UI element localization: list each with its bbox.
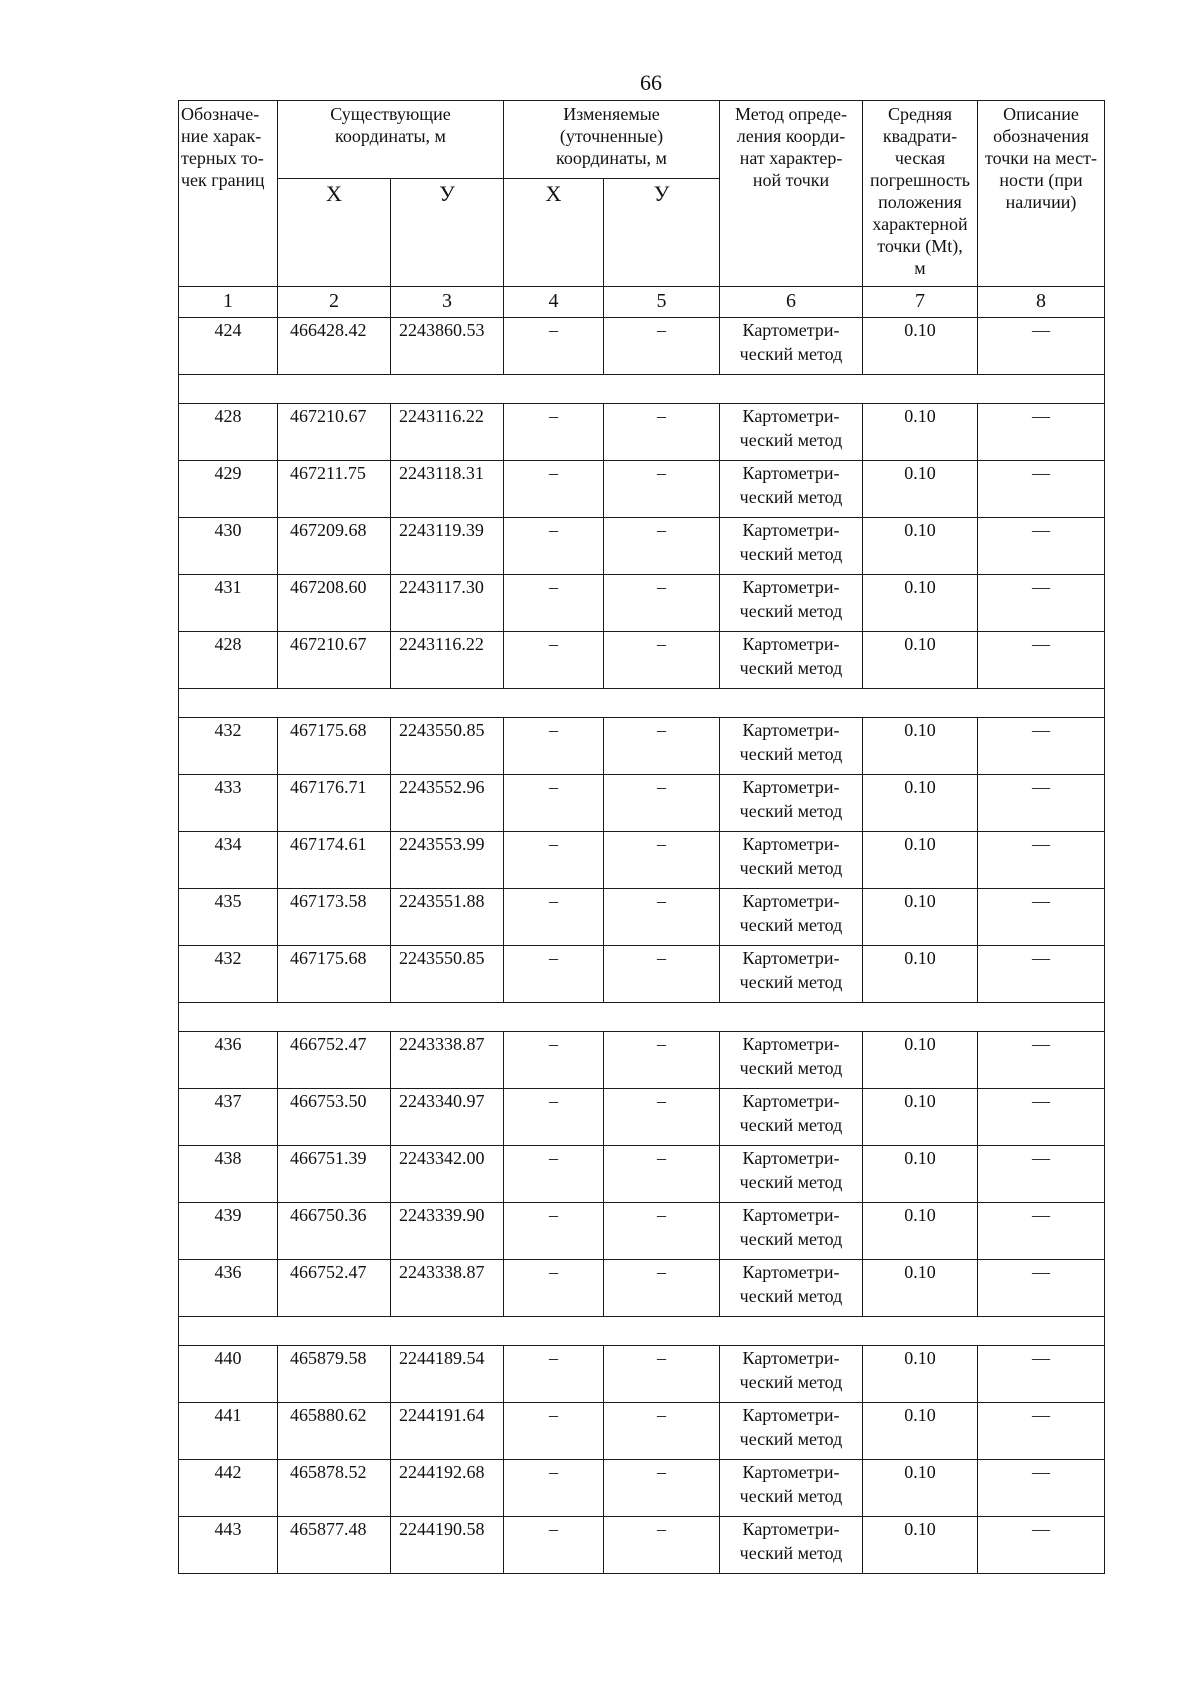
method-line: Картометри- — [742, 891, 840, 911]
header-line: ной точки — [752, 170, 830, 190]
table-row — [179, 1089, 1105, 1146]
page-number: 66 — [640, 70, 662, 95]
changed-y-cell: – — [604, 718, 720, 775]
point-number-cell: 438 — [179, 1146, 278, 1203]
method-line: Картометри- — [742, 948, 840, 968]
mean-square-error-cell: 0.10 — [863, 1403, 978, 1460]
header-line: м — [914, 258, 926, 278]
existing-y-cell: 2244192.68 — [391, 1460, 504, 1517]
changed-y-cell: – — [604, 1089, 720, 1146]
table-row — [179, 404, 1105, 461]
existing-y-cell: 2243552.96 — [391, 775, 504, 832]
existing-x-cell: 467210.67 — [278, 632, 391, 689]
point-number-cell: 441 — [179, 1403, 278, 1460]
changed-x-cell: – — [504, 1146, 604, 1203]
existing-y-cell: 2243339.90 — [391, 1203, 504, 1260]
changed-x-cell: – — [504, 1089, 604, 1146]
method-line: ческий метод — [739, 1429, 843, 1449]
point-number-cell: 440 — [179, 1346, 278, 1403]
header-mean-square-error — [863, 101, 978, 287]
changed-y-cell: – — [604, 518, 720, 575]
method-cell — [720, 575, 863, 632]
description-cell: — — [978, 404, 1105, 461]
point-number-cell: 436 — [179, 1032, 278, 1089]
existing-x-cell: 465878.52 — [278, 1460, 391, 1517]
method-line: Картометри- — [742, 577, 840, 597]
method-line: ческий метод — [739, 1115, 843, 1135]
point-number-cell: 437 — [179, 1089, 278, 1146]
mean-square-error-cell: 0.10 — [863, 632, 978, 689]
table-row — [179, 1403, 1105, 1460]
method-cell — [720, 1517, 863, 1574]
existing-x-cell: 465877.48 — [278, 1517, 391, 1574]
table-row — [179, 718, 1105, 775]
method-line: Картометри- — [742, 834, 840, 854]
changed-x-cell: – — [504, 1403, 604, 1460]
method-line: Картометри- — [742, 1148, 840, 1168]
header-line: ние харак- — [181, 126, 262, 146]
changed-y-cell: – — [604, 318, 720, 375]
table-row — [179, 1460, 1105, 1517]
point-number-cell: 434 — [179, 832, 278, 889]
header-line: погрешность — [869, 170, 970, 190]
point-number-cell: 443 — [179, 1517, 278, 1574]
table-row — [179, 518, 1105, 575]
method-cell — [720, 946, 863, 1003]
changed-x-cell: – — [504, 889, 604, 946]
existing-x-cell: 467208.60 — [278, 575, 391, 632]
changed-x-cell: – — [504, 775, 604, 832]
changed-x-cell: – — [504, 946, 604, 1003]
table-row — [179, 1517, 1105, 1574]
method-line: Картометри- — [742, 1262, 840, 1282]
method-cell — [720, 404, 863, 461]
changed-x-cell: – — [504, 518, 604, 575]
method-line: ческий метод — [739, 601, 843, 621]
table-row — [179, 946, 1105, 1003]
mean-square-error-cell: 0.10 — [863, 575, 978, 632]
mean-square-error-cell: 0.10 — [863, 404, 978, 461]
description-cell: — — [978, 889, 1105, 946]
method-cell — [720, 832, 863, 889]
header-line: координаты, м — [556, 148, 667, 168]
method-line: ческий метод — [739, 1486, 843, 1506]
changed-x-cell: – — [504, 318, 604, 375]
description-cell: — — [978, 1346, 1105, 1403]
method-line: ческий метод — [739, 1229, 843, 1249]
separator-cell — [179, 689, 1105, 718]
method-line: ческий метод — [739, 744, 843, 764]
description-cell: — — [978, 575, 1105, 632]
description-cell: — — [978, 318, 1105, 375]
existing-y-cell: 2243860.53 — [391, 318, 504, 375]
changed-x-cell: – — [504, 461, 604, 518]
existing-y-cell: 2243550.85 — [391, 946, 504, 1003]
method-line: ческий метод — [739, 1372, 843, 1392]
header-line: точки (Mt), — [877, 236, 963, 256]
table-row — [179, 832, 1105, 889]
table-row — [179, 1032, 1105, 1089]
method-cell — [720, 461, 863, 518]
mean-square-error-cell: 0.10 — [863, 1260, 978, 1317]
method-cell — [720, 518, 863, 575]
point-number-cell: 429 — [179, 461, 278, 518]
method-line: ческий метод — [739, 1058, 843, 1078]
description-cell: — — [978, 1260, 1105, 1317]
description-cell: — — [978, 1460, 1105, 1517]
mean-square-error-cell: 0.10 — [863, 1089, 978, 1146]
boundary-points-table — [178, 100, 1105, 1574]
changed-x-cell: – — [504, 632, 604, 689]
header-existing-coordinates — [278, 101, 504, 179]
changed-x-cell: – — [504, 1346, 604, 1403]
method-cell — [720, 632, 863, 689]
method-line: ческий метод — [739, 1172, 843, 1192]
column-number: 7 — [863, 287, 978, 318]
changed-y-cell: – — [604, 1346, 720, 1403]
changed-y-cell: – — [604, 632, 720, 689]
point-number-cell: 435 — [179, 889, 278, 946]
existing-y-cell: 2243551.88 — [391, 889, 504, 946]
method-line: ческий метод — [739, 801, 843, 821]
existing-x-cell: 465880.62 — [278, 1403, 391, 1460]
method-line: Картометри- — [742, 406, 840, 426]
changed-y-cell: – — [604, 1203, 720, 1260]
method-line: ческий метод — [739, 544, 843, 564]
point-number-cell: 433 — [179, 775, 278, 832]
method-cell — [720, 1260, 863, 1317]
changed-y-cell: – — [604, 946, 720, 1003]
method-line: ческий метод — [739, 858, 843, 878]
description-cell: — — [978, 832, 1105, 889]
table-row — [179, 461, 1105, 518]
header-line: Изменяемые — [563, 104, 660, 124]
description-cell: — — [978, 1089, 1105, 1146]
method-cell — [720, 318, 863, 375]
changed-y-cell: – — [604, 461, 720, 518]
changed-x-cell: – — [504, 1032, 604, 1089]
existing-y-cell: 2243553.99 — [391, 832, 504, 889]
header-changed-x: X — [504, 179, 604, 287]
existing-x-cell: 467173.58 — [278, 889, 391, 946]
existing-x-cell: 467175.68 — [278, 946, 391, 1003]
header-line: Описание — [1003, 104, 1079, 124]
changed-y-cell: – — [604, 889, 720, 946]
header-existing-x: X — [278, 179, 391, 287]
existing-y-cell: 2243118.31 — [391, 461, 504, 518]
point-number-cell: 442 — [179, 1460, 278, 1517]
table-row — [179, 1146, 1105, 1203]
changed-x-cell: – — [504, 1203, 604, 1260]
header-line: характерной — [872, 214, 968, 234]
changed-y-cell: – — [604, 1032, 720, 1089]
existing-y-cell: 2243119.39 — [391, 518, 504, 575]
header-line: Существующие — [330, 104, 451, 124]
table-row — [179, 575, 1105, 632]
method-line: Картометри- — [742, 1034, 840, 1054]
existing-y-cell: 2244191.64 — [391, 1403, 504, 1460]
method-line: Картометри- — [742, 1348, 840, 1368]
table-row — [179, 318, 1105, 375]
description-cell: — — [978, 718, 1105, 775]
method-cell — [720, 718, 863, 775]
mean-square-error-cell: 0.10 — [863, 946, 978, 1003]
point-number-cell: 424 — [179, 318, 278, 375]
existing-y-cell: 2243342.00 — [391, 1146, 504, 1203]
point-number-cell: 436 — [179, 1260, 278, 1317]
mean-square-error-cell: 0.10 — [863, 775, 978, 832]
existing-y-cell: 2243338.87 — [391, 1032, 504, 1089]
changed-y-cell: – — [604, 404, 720, 461]
method-line: ческий метод — [739, 344, 843, 364]
point-number-cell: 428 — [179, 632, 278, 689]
contour-separator-row — [179, 375, 1105, 404]
changed-x-cell: – — [504, 404, 604, 461]
table-row — [179, 775, 1105, 832]
existing-x-cell: 467210.67 — [278, 404, 391, 461]
column-number: 5 — [604, 287, 720, 318]
header-description — [978, 101, 1105, 287]
method-cell — [720, 1403, 863, 1460]
changed-x-cell: – — [504, 1460, 604, 1517]
existing-y-cell: 2243550.85 — [391, 718, 504, 775]
changed-y-cell: – — [604, 775, 720, 832]
header-line: положения — [878, 192, 962, 212]
method-cell — [720, 889, 863, 946]
method-line: Картометри- — [742, 1462, 840, 1482]
method-line: Картометри- — [742, 720, 840, 740]
existing-x-cell: 466750.36 — [278, 1203, 391, 1260]
changed-x-cell: – — [504, 1517, 604, 1574]
method-cell — [720, 1460, 863, 1517]
existing-x-cell: 467209.68 — [278, 518, 391, 575]
header-line: (уточненные) — [559, 126, 664, 146]
contour-separator-row — [179, 1003, 1105, 1032]
separator-cell — [179, 1317, 1105, 1346]
mean-square-error-cell: 0.10 — [863, 1460, 978, 1517]
existing-y-cell: 2243338.87 — [391, 1260, 504, 1317]
table-row — [179, 632, 1105, 689]
mean-square-error-cell: 0.10 — [863, 518, 978, 575]
changed-y-cell: – — [604, 575, 720, 632]
mean-square-error-cell: 0.10 — [863, 318, 978, 375]
existing-y-cell: 2243116.22 — [391, 404, 504, 461]
method-line: Картометри- — [742, 320, 840, 340]
method-line: ческий метод — [739, 915, 843, 935]
column-number: 4 — [504, 287, 604, 318]
table-body — [179, 318, 1105, 1574]
mean-square-error-cell: 0.10 — [863, 1203, 978, 1260]
description-cell: — — [978, 946, 1105, 1003]
table-row — [179, 1203, 1105, 1260]
mean-square-error-cell: 0.10 — [863, 1517, 978, 1574]
column-number: 2 — [278, 287, 391, 318]
changed-x-cell: – — [504, 718, 604, 775]
existing-x-cell: 465879.58 — [278, 1346, 391, 1403]
column-number: 1 — [179, 287, 278, 318]
separator-cell — [179, 375, 1105, 404]
changed-y-cell: – — [604, 1260, 720, 1317]
existing-x-cell: 466753.50 — [278, 1089, 391, 1146]
method-line: ческий метод — [739, 658, 843, 678]
header-line: ности (при — [999, 170, 1083, 190]
method-line: Картометри- — [742, 463, 840, 483]
point-number-cell: 432 — [179, 946, 278, 1003]
existing-y-cell: 2243117.30 — [391, 575, 504, 632]
table-header — [179, 101, 1105, 318]
method-line: Картометри- — [742, 1205, 840, 1225]
changed-x-cell: – — [504, 832, 604, 889]
method-line: Картометри- — [742, 1405, 840, 1425]
existing-y-cell: 2243116.22 — [391, 632, 504, 689]
header-point-designation — [179, 101, 278, 287]
existing-y-cell: 2244190.58 — [391, 1517, 504, 1574]
changed-y-cell: – — [604, 1403, 720, 1460]
column-number: 3 — [391, 287, 504, 318]
changed-y-cell: – — [604, 832, 720, 889]
table-row — [179, 1346, 1105, 1403]
point-number-cell: 430 — [179, 518, 278, 575]
header-method — [720, 101, 863, 287]
method-cell — [720, 1032, 863, 1089]
header-line: Средняя — [887, 104, 953, 124]
changed-y-cell: – — [604, 1517, 720, 1574]
contour-separator-row — [179, 1317, 1105, 1346]
existing-x-cell: 467174.61 — [278, 832, 391, 889]
point-number-cell: 439 — [179, 1203, 278, 1260]
existing-y-cell: 2244189.54 — [391, 1346, 504, 1403]
existing-x-cell: 467175.68 — [278, 718, 391, 775]
description-cell: — — [978, 632, 1105, 689]
existing-y-cell: 2243340.97 — [391, 1089, 504, 1146]
method-line: ческий метод — [739, 972, 843, 992]
mean-square-error-cell: 0.10 — [863, 1146, 978, 1203]
header-line: точки на мест- — [985, 148, 1097, 168]
table-row — [179, 1260, 1105, 1317]
column-number: 8 — [978, 287, 1105, 318]
point-number-cell: 432 — [179, 718, 278, 775]
header-line: обозначения — [993, 126, 1089, 146]
header-line: наличии) — [1005, 192, 1077, 212]
method-cell — [720, 1346, 863, 1403]
existing-x-cell: 467176.71 — [278, 775, 391, 832]
separator-cell — [179, 1003, 1105, 1032]
header-line: терных то- — [181, 148, 264, 168]
description-cell: — — [978, 518, 1105, 575]
method-cell — [720, 1203, 863, 1260]
table-row — [179, 889, 1105, 946]
mean-square-error-cell: 0.10 — [863, 889, 978, 946]
description-cell: — — [978, 1203, 1105, 1260]
existing-x-cell: 466752.47 — [278, 1260, 391, 1317]
method-line: Картометри- — [742, 520, 840, 540]
header-line: нат характер- — [739, 148, 843, 168]
description-cell: — — [978, 1032, 1105, 1089]
header-line: координаты, м — [335, 126, 446, 146]
existing-x-cell: 466751.39 — [278, 1146, 391, 1203]
existing-x-cell: 467211.75 — [278, 461, 391, 518]
header-line: ления коорди- — [736, 126, 846, 146]
method-line: ческий метод — [739, 1286, 843, 1306]
description-cell: — — [978, 461, 1105, 518]
method-line: Картометри- — [742, 634, 840, 654]
mean-square-error-cell: 0.10 — [863, 718, 978, 775]
method-line: ческий метод — [739, 487, 843, 507]
changed-x-cell: – — [504, 575, 604, 632]
mean-square-error-cell: 0.10 — [863, 832, 978, 889]
description-cell: — — [978, 775, 1105, 832]
existing-x-cell: 466752.47 — [278, 1032, 391, 1089]
description-cell: — — [978, 1517, 1105, 1574]
header-line: ческая — [894, 148, 946, 168]
point-number-cell: 428 — [179, 404, 278, 461]
column-number-row — [179, 287, 1105, 318]
method-line: Картометри- — [742, 1091, 840, 1111]
method-line: ческий метод — [739, 430, 843, 450]
header-line: чек границ — [181, 170, 265, 190]
existing-x-cell: 466428.42 — [278, 318, 391, 375]
method-cell — [720, 775, 863, 832]
header-line: Обозначе- — [181, 104, 260, 124]
description-cell: — — [978, 1146, 1105, 1203]
contour-separator-row — [179, 689, 1105, 718]
column-number: 6 — [720, 287, 863, 318]
changed-y-cell: – — [604, 1146, 720, 1203]
method-line: Картометри- — [742, 1519, 840, 1539]
header-line: квадрати- — [882, 126, 958, 146]
header-line: Метод опреде- — [734, 104, 848, 124]
mean-square-error-cell: 0.10 — [863, 1032, 978, 1089]
header-changed-y: У — [604, 179, 720, 287]
changed-y-cell: – — [604, 1460, 720, 1517]
description-cell: — — [978, 1403, 1105, 1460]
method-line: ческий метод — [739, 1543, 843, 1563]
mean-square-error-cell: 0.10 — [863, 1346, 978, 1403]
method-cell — [720, 1146, 863, 1203]
mean-square-error-cell: 0.10 — [863, 461, 978, 518]
header-changed-coordinates — [504, 101, 720, 179]
method-cell — [720, 1089, 863, 1146]
method-line: Картометри- — [742, 777, 840, 797]
point-number-cell: 431 — [179, 575, 278, 632]
header-existing-y: У — [391, 179, 504, 287]
changed-x-cell: – — [504, 1260, 604, 1317]
